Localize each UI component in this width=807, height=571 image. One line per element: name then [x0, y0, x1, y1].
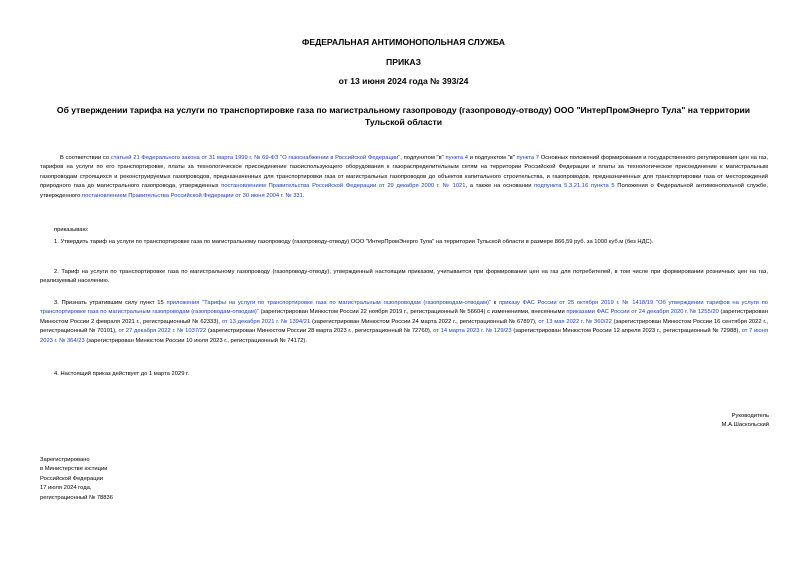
registration-line: регистрационный № 78836 — [40, 494, 113, 501]
document-title: Об утверждении тарифа на услуги по транспортировке газа по магистральному газопроводу (газопроводу-отводу) ООО "ИнтерПромЭнерго Тула" на территории Тульской области — [56, 105, 751, 127]
link-order-129-23[interactable]: от 14 марта 2023 г. № 129/23 — [433, 328, 512, 335]
registration-line: в Министерстве юстиции — [40, 466, 108, 473]
link-point-4[interactable]: пункта 4 — [445, 155, 469, 161]
link-order-1418-19[interactable]: приказу ФАС России от 25 октября 2019 г. № 1418/19 "Об утверждении тарифов на услуги по транспортировке газа по магистральным газопроводам (газопроводам-отводам)" — [40, 300, 768, 316]
preamble-paragraph: В соответствии со статьей 21 Федерального закона от 31 марта 1999 г. № 69-ФЗ "О газоснабжении в Российской Федерации", подпунктом "в" пункта 4 и подпунктом "в" пункта 7 Основных положений формирования и государственного регулирования цен на газ, тарифов на услуги по его транспортировке, платы за технологическое присоединение газоиспользующего оборудования к газораспределительным сетям на территории Российской Федерации и платы за технологическое присоединение к магистральным газопроводам строящихся и реконструируемых газопроводов, предназначенных для транспортировки газа от магистральных газопроводов до объектов капитального строительства, и газопроводов, предназначенных для транспортировки газа от месторождений природного газа до магистрального газопровода, утвержденных постановлением Правительства Российской Федерации от 29 декабря 2000 г. № 1021, а также на основании подпункта 5.3.21.16 пункта 5 Положения о Федеральной антимонопольной службе, утвержденного постановлением Правительства Российской Федерации от 30 июня 2004 г. № 331. — [40, 155, 769, 199]
order-item-4: 4. Настоящий приказ действует до 1 марта 2029 г. — [54, 371, 190, 377]
order-item-1: 1. Утвердить тариф на услуги по транспортировке газа по магистральному газопроводу (газопроводу-отводу) ООО "ИнтерПромЭнерго Тула" на территории Тульской области в размере 866,59 руб. за 1000 куб.м (без НДС). — [54, 239, 654, 245]
link-point-7[interactable]: пункта 7 — [516, 155, 540, 161]
registration-block — [40, 456, 113, 503]
link-subpoint-5-3-21-16[interactable]: подпункта 5.3.21.16 пункта 5 — [534, 183, 615, 190]
registration-line: Зарегистрировано — [40, 457, 90, 463]
registration-line: 17 июля 2024 года, — [40, 485, 92, 492]
registration-line: Российской Федерации — [40, 475, 104, 482]
signature-name: М.А.Шаскольский — [721, 422, 769, 429]
signature-block — [722, 412, 769, 431]
agency-name: ФЕДЕРАЛЬНАЯ АНТИМОНОПОЛЬНАЯ СЛУЖБА — [302, 37, 505, 47]
link-order-1394-21[interactable]: от 13 декабря 2021 г. № 1394/21 — [221, 318, 311, 325]
link-order-364-23[interactable]: от 7 июня 2023 г. № 364/23 — [40, 328, 768, 344]
document-date-number: от 13 июня 2024 года № 393/24 — [338, 76, 469, 86]
order-item-2: 2. Тариф на услуги по транспортировке газа по магистральному газопроводу (газопроводу-отводу), утвержденный настоящим приказом, учитывается при формировании цен на газ для потребителей, в том числе при формировании розничных цен на газ, реализуемый населению. — [40, 269, 768, 285]
document-type: ПРИКАЗ — [386, 57, 421, 67]
signature-role: Руководитель — [731, 413, 769, 419]
link-resolution-1021[interactable]: постановлением Правительства Российской Федерации от 29 декабря 2000 г. № 1021 — [221, 183, 466, 190]
link-order-1255-20[interactable]: приказами ФАС России от 24 декабря 2020 г. № 1255/20 — [566, 309, 719, 316]
link-appendix-tariffs[interactable]: приложения "Тарифы на услуги по транспортировке газа по магистральным газопроводам (газопроводам-отводам)" — [166, 300, 491, 306]
link-order-360-22[interactable]: от 13 мая 2022 г. № 360/22 — [538, 318, 612, 325]
order-word: приказываю: — [54, 227, 89, 233]
link-order-1037-22[interactable]: от 27 декабря 2022 г. № 1037/22 — [118, 328, 207, 335]
link-federal-law-69fz[interactable]: статьей 21 Федерального закона от 31 марта 1999 г. № 69-ФЗ "О газоснабжении в Российской Федерации" — [110, 155, 401, 161]
link-resolution-331[interactable]: постановлением Правительства Российской Федерации от 30 июня 2004 г. № 331 — [81, 192, 303, 199]
order-item-3: 3. Признать утратившим силу пункт 15 приложения "Тарифы на услуги по транспортировке газа по магистральным газопроводам (газопроводам-отводам)" к приказу ФАС России от 25 октября 2019 г. № 1418/19 "Об утверждении тарифов на услуги по транспортировке газа по магистральным газопроводам (газопроводам-отводам)" (зарегистрирован Минюстом России 22 ноября 2019 г., регистрационный № 56604) с изменениями, внесенными приказами ФАС России от 24 декабря 2020 г. № 1255/20 (зарегистрирован Минюстом России 2 февраля 2021 г., регистрационный № 62333), от 13 декабря 2021 г. № 1394/21 (зарегистрирован Минюстом России 24 марта 2022 г., регистрационный № 67897), от 13 мая 2022 г. № 360/22 (зарегистрирован Минюстом России 16 сентября 2022 г., регистрационный № 70101), от 27 декабря 2022 г. № 1037/22 (зарегистрирован Минюстом России 28 марта 2023 г., регистрационный № 72760), от 14 марта 2023 г. № 129/23 (зарегистрирован Минюстом России 12 апреля 2023 г., регистрационный № 72988), от 7 июня 2023 г. № 364/23 (зарегистрирован Минюстом России 10 июля 2023 г., регистрационный № 74172). — [40, 300, 769, 344]
